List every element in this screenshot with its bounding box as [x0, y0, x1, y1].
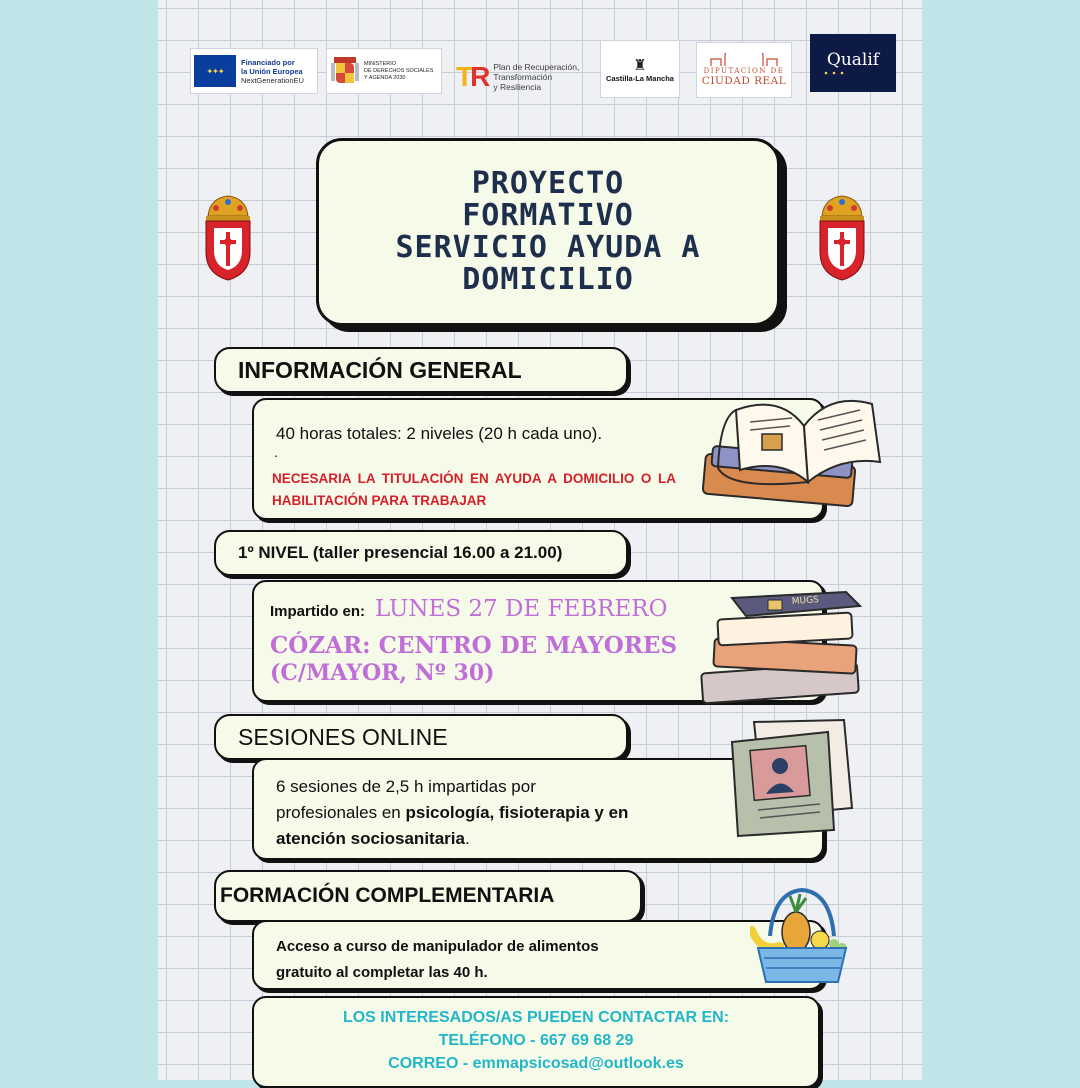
qualif-brand: Qualif	[826, 50, 880, 70]
eu-logo-line3: NextGenerationEU	[241, 75, 304, 85]
book-stack-icon	[696, 584, 868, 706]
ministerio-logo	[326, 48, 442, 94]
title-line1: PROYECTO	[471, 166, 625, 201]
stars-icon	[818, 70, 888, 76]
book-cover-label: MUGS	[791, 595, 820, 607]
fruit-basket-icon	[750, 886, 856, 988]
level1-place: CÓZAR: CENTRO DE MAYORES	[270, 632, 678, 659]
title-line2: FORMATIVO	[462, 198, 634, 233]
plan-recuperacion-logo	[456, 52, 596, 102]
online-text-plain1: 6 sesiones de 2,5 h impartidas por	[276, 777, 536, 796]
complementary-line2: gratuito al completar las 40 h.	[276, 964, 488, 981]
eu-funding-logo	[190, 48, 318, 94]
complementary-heading	[214, 870, 642, 922]
municipal-shield-left-icon	[202, 190, 254, 282]
open-book-icon	[700, 378, 884, 520]
qualif-logo	[810, 34, 896, 92]
clm-label: Castilla-La Mancha	[606, 73, 674, 83]
castilla-la-mancha-logo	[600, 40, 680, 98]
general-dot: .	[274, 444, 278, 460]
title-card	[316, 138, 780, 326]
level1-label: Impartido en:	[270, 603, 366, 620]
dip-line1: DIPUTACION DE	[703, 67, 785, 75]
eu-logo-line1: Financiado por	[241, 57, 295, 67]
general-heading	[214, 347, 628, 393]
online-text-bold2: atención sociosanitaria	[276, 829, 465, 848]
online-text	[276, 774, 716, 852]
standing-book-icon	[724, 716, 860, 840]
contact-email: CORREO - emmapsicosad@outlook.es	[388, 1055, 684, 1072]
level1-date: LUNES 27 DE FEBRERO	[375, 596, 668, 622]
ministerio-line2: DE DERECHOS SOCIALES	[364, 67, 434, 74]
diputacion-logo	[696, 42, 792, 98]
ministerio-line3: Y AGENDA 2030	[364, 74, 406, 81]
complementary-line1: Acceso a curso de manipulador de alimentos	[276, 938, 599, 955]
complementary-heading-text: FORMACIÓN COMPLEMENTARIA	[220, 884, 555, 907]
ministerio-line1: MINISTERIO	[364, 60, 397, 67]
online-text-plain2: profesionales en	[276, 803, 406, 822]
online-heading-text: SESIONES ONLINE	[238, 723, 448, 750]
eu-flag-icon: ✦✦✦	[194, 55, 236, 87]
level1-heading	[214, 530, 628, 576]
general-requirement: NECESARIA LA TITULACIÓN EN AYUDA A DOMICILIO O LA HABILITACIÓN PARA TRABAJAR	[272, 471, 676, 508]
online-text-end: .	[464, 829, 470, 848]
tr-mark-icon: TR	[456, 61, 488, 92]
complementary-card	[252, 920, 824, 990]
online-heading	[214, 714, 628, 760]
title-line3: SERVICIO AYUDA A	[395, 230, 701, 265]
online-text-bold1: psicología, fisioterapia y en	[405, 803, 629, 822]
general-heading-text: INFORMACIÓN GENERAL	[238, 356, 522, 383]
level1-heading-text: 1º NIVEL (taller presencial 16.00 a 21.00)	[238, 543, 563, 562]
dip-line2: CIUDAD REAL	[701, 75, 787, 87]
arch-icon	[709, 53, 779, 67]
contact-card	[252, 996, 820, 1088]
spain-coat-of-arms-icon	[330, 53, 360, 89]
title-line4: DOMICILIO	[462, 262, 634, 297]
contact-line1: LOS INTERESADOS/AS PUEDEN CONTACTAR EN:	[342, 1009, 730, 1026]
plan-line1: Plan de Recuperación,	[493, 62, 580, 72]
castle-icon: ♜	[633, 55, 647, 74]
plan-line2: Transformación	[493, 72, 553, 82]
eu-logo-line2: la Unión Europea	[241, 66, 303, 76]
municipal-shield-right-icon	[816, 190, 868, 282]
contact-phone: TELÉFONO - 667 69 68 29	[438, 1032, 634, 1049]
plan-line3: y Resiliencia	[493, 82, 542, 92]
level1-address: (C/MAYOR, Nº 30)	[270, 660, 495, 686]
general-hours: 40 horas totales: 2 niveles (20 h cada uno).	[276, 424, 603, 443]
